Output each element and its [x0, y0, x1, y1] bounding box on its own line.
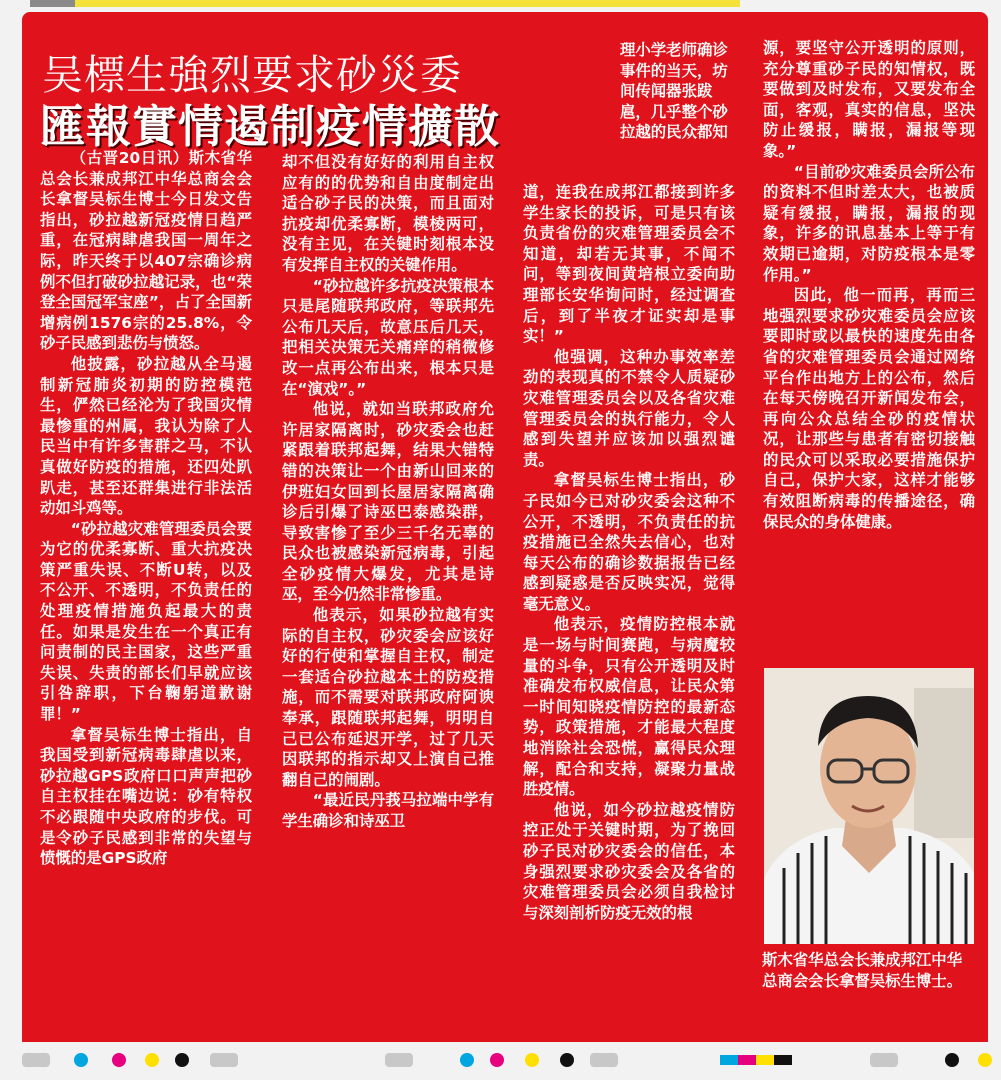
- registration-yellow-dot: [145, 1053, 159, 1067]
- paragraph: 他说，就如当联邦政府允许居家隔离时，砂灾委会也赶紧跟着联邦起舞，结果大错特错的决策让一个由新山回来的伊班妇女回到长屋居家隔离确诊后引爆了诗巫巴泰感染群，导致害惨了至少三千名无辜的民众也被感染新冠病毒，引起全砂疫情大爆发，尤其是诗巫，至今仍然非常惨重。: [282, 400, 494, 604]
- registration-black-dot: [560, 1053, 574, 1067]
- article-column-4: [763, 38, 975, 668]
- paragraph: 道，连我在成邦江都接到许多学生家长的投诉，可是只有该负责省份的灾难管理委员会不知道，却若无其事，不闻不问，等到夜间黄培根立委向助理部长安华询问时，经过调查后，到了半夜才证实却是事实！”: [523, 183, 735, 346]
- registration-yellow-dot: [525, 1053, 539, 1067]
- registration-magenta-dot: [490, 1053, 504, 1067]
- article-column-3: [523, 182, 735, 1037]
- paragraph: 他说，如今砂拉越疫情防控正处于关键时期，为了挽回砂子民对砂灾委会的信任，本身强烈要求砂灾委会及各省的灾难管理委员会必须自我检讨与深刻剖析防疫无效的根: [523, 800, 735, 922]
- registration-gray: [210, 1053, 238, 1067]
- portrait-photo: [764, 668, 974, 944]
- paragraph: “砂拉越许多抗疫决策根本只是尾随联邦政府，等联邦先公布几天后，故意压后几天，把相关决策无关痛痒的稍微修改一点再公布出来，根本只是在“演戏”。”: [282, 276, 494, 398]
- paragraph: “砂拉越灾难管理委员会要为它的优柔寡断、重大抗疫决策严重失误、不断U转，以及不公开、不透明，不负责任的处理疫情措施负起最大的责任。如果是发生在一个真正有问责制的民主国家，这些严重失误、失责的部长们早就应该引咎辞职，下台鞠躬道歉谢罪！”: [40, 519, 252, 724]
- paragraph: 理小学老师确诊事件的当天，坊间传闻器张跋扈，几乎整个砂拉越的民众都知: [620, 41, 728, 142]
- paragraph: 他表示，如果砂拉越有实际的自主权，砂灾委会应该好好的行使和掌握自主权，制定一套适合砂拉越本土的防疫措施，而不需要对联邦政府阿谀奉承，跟随联邦起舞，明明自己已公布延迟开学，过了几天因联邦的指示却又上演自己推翻自己的闹剧。: [282, 606, 494, 789]
- top-print-strip: [0, 0, 1001, 12]
- yellow-strip-block: [75, 0, 740, 7]
- article-column-2: [282, 152, 494, 1032]
- gray-strip-block: [30, 0, 75, 7]
- headline-line-1: 吴標生強烈要求砂災委: [42, 51, 462, 99]
- registration-gray: [590, 1053, 618, 1067]
- paragraph: 拿督吴标生博士指出，砂子民如今已对砂灾委会这种不公开，不透明，不负责任的抗疫措施已全然失去信心，也对每天公布的确诊数据报告已经感到疑惑是否反映实况，觉得毫无意义。: [523, 471, 735, 613]
- registration-cyan-dot: [74, 1053, 88, 1067]
- article-column-1: [40, 148, 252, 1033]
- paragraph: “目前砂灾难委员会所公布的资料不但时差太大，也被质疑有缓报，瞒报，漏报的现象，许多的讯息基本上等于有效期已逾期，对防疫根本是零作用。”: [763, 162, 975, 284]
- photo-caption: 斯木省华总会长兼成邦江中华总商会会长拿督吴标生博士。: [762, 951, 963, 990]
- paragraph: 他披露，砂拉越从全马遏制新冠肺炎初期的防控模范生，俨然已经沦为了我国灾情最惨重的州属，我认为除了人民当中有许多害群之马，不认真做好防疫的措施，还四处趴趴走，甚至还群集进行非法活动如斗鸡等。: [40, 354, 252, 518]
- registration-black-dot: [945, 1053, 959, 1067]
- registration-magenta-dot: [112, 1053, 126, 1067]
- paragraph: 他强调，这种办事效率差劲的表现真的不禁令人质疑砂灾难管理委员会以及各省灾难管理委员会的执行能力，令人感到失望并应该加以强烈谴责。: [523, 347, 735, 469]
- portrait-illustration: [764, 668, 974, 944]
- registration-gray: [22, 1053, 50, 1067]
- print-registration-marks: [0, 1050, 1001, 1070]
- paragraph: 他表示，疫情防控根本就是一场与时间赛跑，与病魔较量的斗争，只有公开透明及时准确发布权威信息，让民众第一时间知晓疫情防控的最新态势，政策措施，才能最大程度地消除社会恐慌，赢得民众理解，配合和支持，凝聚力量战胜疫情。: [523, 615, 735, 799]
- paragraph: 源，要坚守公开透明的原则，充分尊重砂子民的知情权，既要做到及时发布，又要发布全面，客观，真实的信息，坚决防止缓报，瞒报，漏报等现象。”: [763, 39, 975, 160]
- article-column-3-top: [620, 40, 732, 180]
- registration-black-dot: [175, 1053, 189, 1067]
- paragraph: 拿督吴标生博士指出，自我国受到新冠病毒肆虐以来，砂拉越GPS政府口口声声把砂自主权挂在嘴边说：砂有特权不必跟随中央政府的步伐。可是令砂子民感到非常的失望与愤慨的是GPS政府: [40, 725, 252, 868]
- paragraph: （古晋20日讯）斯木省华总会长兼成邦江中华总商会会长拿督吴标生博士今日发文告指出，砂拉越新冠疫情日趋严重，在冠病肆虐我国一周年之际，昨天终于以407宗确诊病例不但打破砂拉越记录，也“荣登全国冠军宝座”，占了全国新增病例1576宗的25.8%，令砂子民感到悲伤与愤怒。: [40, 149, 252, 353]
- headline-line-2: 匯報實情遏制疫情擴散: [40, 100, 501, 153]
- registration-cyan-dot: [460, 1053, 474, 1067]
- registration-gray: [870, 1053, 898, 1067]
- registration-gray: [385, 1053, 413, 1067]
- paragraph: 却不但没有好好的利用自主权应有的的优势和自由度制定出适合砂子民的决策，而且面对抗疫却优柔寡断，模棱两可，没有主见，在关键时刻根本没有发挥自主权的关键作用。: [282, 153, 494, 274]
- registration-yellow-dot: [978, 1053, 992, 1067]
- paragraph: 因此，他一而再，再而三地强烈要求砂灾难委员会应该要即时或以最快的速度先由各省的灾难管理委员会通过网络平台作出地方上的公布，然后在每天傍晚召开新闻发布会，再向公众总结全砂的疫情状况，让那些与患者有密切接触的民众可以采取必要措施保护自己，保护大家，这样才能够有效阻断病毒的传播途径，确保民众的身体健康。: [763, 286, 975, 531]
- paragraph: “最近民丹莪马拉端中学有学生确诊和诗巫卫: [282, 791, 494, 830]
- registration-color-bar: [720, 1055, 792, 1065]
